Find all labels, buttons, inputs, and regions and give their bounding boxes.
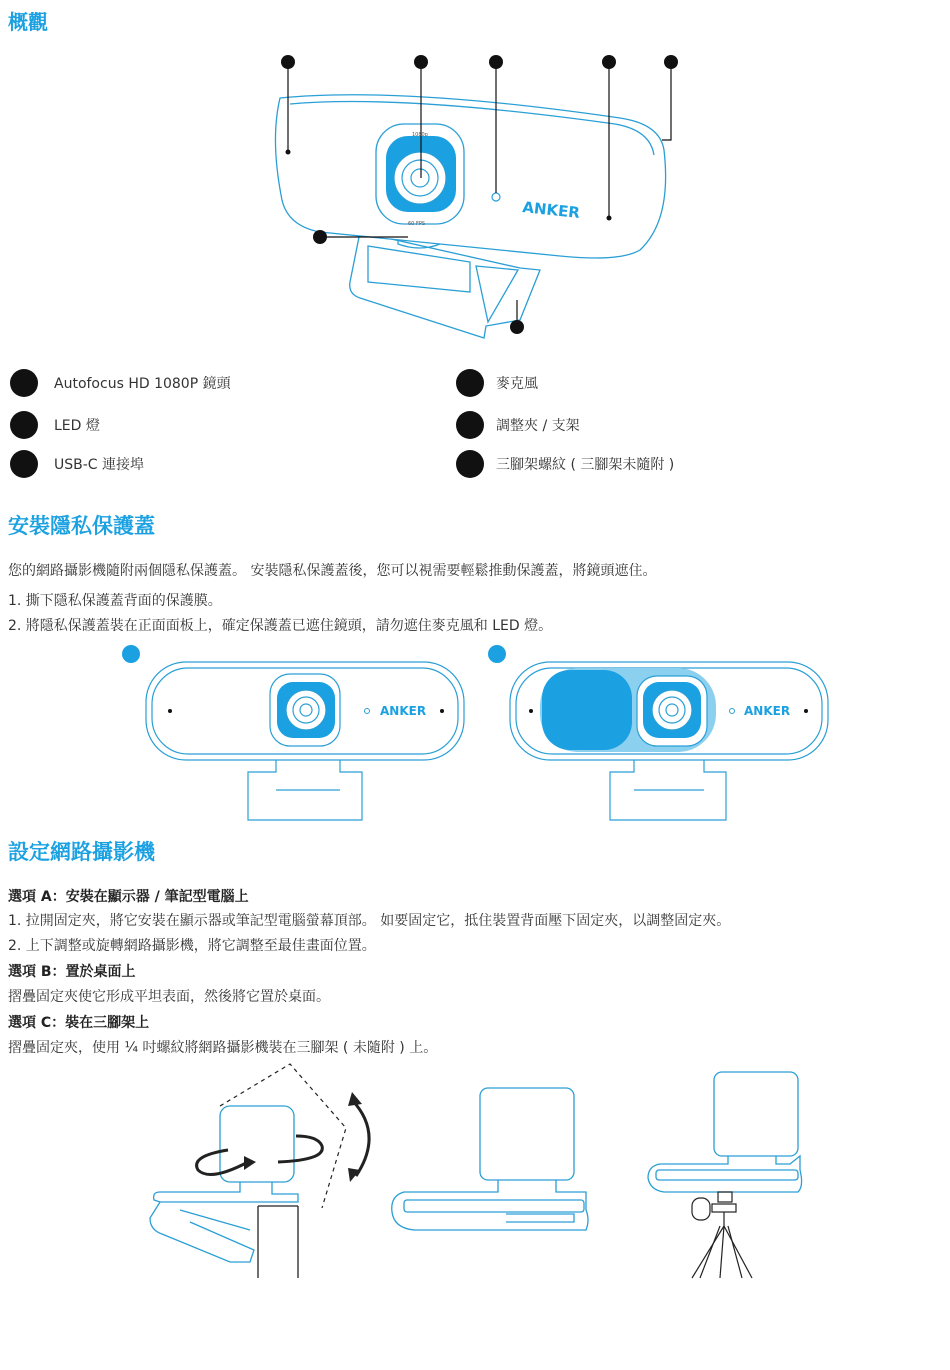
brand-logo: ANKER — [380, 704, 427, 718]
legend-lens — [10, 369, 231, 397]
privacy-intro: 您的網路攝影機隨附兩個隱私保護蓋。 安裝隱私保護蓋後，您可以視需要輕鬆推動保護蓋，將鏡頭遮住。 — [8, 563, 657, 579]
legend-label: Autofocus HD 1080P 鏡頭 — [54, 376, 231, 392]
brand-logo: ANKER — [744, 704, 791, 718]
option-a-step-1: 1. 拉開固定夾，將它安裝在顯示器或筆記型電腦螢幕頂部。 如要固定它，抵住裝置背面壓下固定夾，以調整固定夾。 — [8, 913, 731, 929]
legend-microphone — [456, 369, 538, 397]
option-c-text: 摺疊固定夾，使用 ¼ 吋螺紋將網路攝影機裝在三腳架 ( 未隨附 ) 上。 — [8, 1040, 438, 1056]
option-b-text: 摺疊固定夾使它形成平坦表面，然後將它置於桌面。 — [8, 989, 330, 1005]
legend-label: 調整夾 / 支架 — [496, 418, 580, 434]
legend-clip — [456, 411, 580, 439]
legend-label: 麥克風 — [496, 376, 538, 392]
legend-usbc — [10, 450, 144, 478]
legend-led — [10, 411, 100, 439]
legend-marker — [456, 369, 484, 397]
lens-fps-text: 60 FPS — [408, 221, 426, 227]
privacy-heading: 安裝隱私保護蓋 — [8, 514, 155, 538]
privacy-step-2: 2. 將隱私保護蓋裝在正面面板上，確定保護蓋已遮住鏡頭，請勿遮住麥克風和 LED 燈。 — [8, 618, 553, 634]
lens-resolution-text: 1080p — [412, 132, 428, 138]
option-a-title: 選項 A：安裝在顯示器 / 筆記型電腦上 — [8, 889, 249, 905]
option-c-title: 選項 C：裝在三腳架上 — [8, 1015, 150, 1031]
legend-marker — [10, 411, 38, 439]
mounting-options-illustration — [0, 1060, 950, 1290]
option-b-title: 選項 B：置於桌面上 — [8, 964, 136, 980]
brand-logo: ANKER — [521, 198, 581, 222]
overview-heading: 概觀 — [8, 10, 48, 34]
legend-label: 三腳架螺紋 ( 三腳架未隨附 ) — [496, 457, 675, 473]
privacy-step-1: 1. 撕下隱私保護蓋背面的保護膜。 — [8, 593, 222, 609]
legend-marker — [456, 411, 484, 439]
legend-marker — [10, 369, 38, 397]
legend-marker — [10, 450, 38, 478]
legend-label: USB-C 連接埠 — [54, 457, 145, 473]
option-a-step-2: 2. 上下調整或旋轉網路攝影機，將它調整至最佳畫面位置。 — [8, 938, 376, 954]
webcam-overview-illustration — [0, 40, 950, 340]
legend-marker — [456, 450, 484, 478]
legend-tripod-thread — [456, 450, 674, 478]
setup-heading: 設定網路攝影機 — [8, 840, 155, 864]
legend-label: LED 燈 — [54, 418, 100, 434]
privacy-cover-illustration — [0, 640, 950, 830]
